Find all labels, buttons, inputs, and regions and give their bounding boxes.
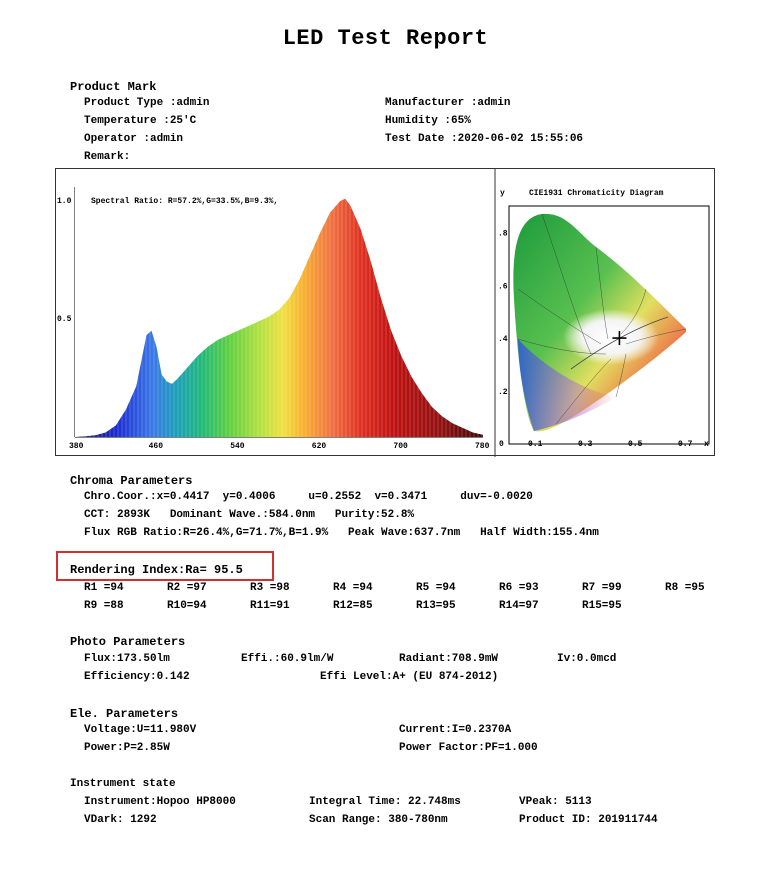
- instrument-vdark: VDark: 1292: [84, 814, 157, 826]
- plots-panel: [55, 168, 715, 456]
- spectrum-x-tick: 700: [393, 442, 408, 451]
- instrument-product-id: Product ID: 201911744: [519, 814, 658, 826]
- spectral-ratio-annotation: Spectral Ratio: R=57.2%,G=33.5%,B=9.3%,: [91, 197, 279, 206]
- report-title: LED Test Report: [282, 26, 489, 51]
- chroma-flux-line: Flux RGB Ratio:R=26.4%,G=71.7%,B=1.9% Peak Wave:637.7nm Half Width:155.4nm: [84, 527, 599, 539]
- ele-current: Current:I=0.2370A: [399, 724, 512, 736]
- cie-y-tick: .8: [498, 229, 508, 239]
- rendering-index-value: R5 =94: [416, 582, 456, 594]
- spectrum-x-tick: 540: [230, 442, 245, 451]
- instrument-integral-time: Integral Time: 22.748ms: [309, 796, 461, 808]
- rendering-index-value: R12=85: [333, 600, 373, 612]
- ele-power-factor: Power Factor:PF=1.000: [399, 742, 538, 754]
- cie-x-tick: 0.7: [678, 440, 693, 449]
- ele-voltage: Voltage:U=11.980V: [84, 724, 197, 736]
- cie-x-tick: 0: [499, 440, 504, 449]
- instrument-scan-range: Scan Range: 380-780nm: [309, 814, 448, 826]
- test-date: Test Date :2020-06-02 15:55:06: [385, 133, 584, 145]
- product-mark-heading: Product Mark: [70, 80, 157, 94]
- photo-radiant: Radiant:708.9mW: [399, 653, 499, 665]
- spectrum-x-tick: 380: [69, 442, 84, 451]
- humidity: Humidity :65%: [385, 115, 471, 127]
- photo-flux: Flux:173.50lm: [84, 653, 170, 665]
- rendering-index-heading: Rendering Index:Ra= 95.5: [70, 563, 243, 577]
- rendering-index-value: R11=91: [250, 600, 290, 612]
- rendering-index-value: R2 =97: [167, 582, 207, 594]
- rendering-index-value: R15=95: [582, 600, 622, 612]
- spectrum-y-tick: 0.5: [57, 315, 72, 324]
- chroma-coordinates: Chro.Coor.:x=0.4417 y=0.4006 u=0.2552 v=0.3471 duv=-0.0020: [84, 491, 533, 503]
- cie-y-label: y: [500, 189, 505, 198]
- cie-y-tick: .2: [498, 388, 508, 398]
- spectrum-y-tick: 1.0: [57, 197, 72, 206]
- spectrum-x-tick: 780: [475, 442, 490, 451]
- cie-x-tick: 0.1: [528, 440, 543, 449]
- rendering-index-value: R6 =93: [499, 582, 539, 594]
- remark: Remark:: [84, 151, 131, 163]
- cie-title: CIE1931 Chromaticity Diagram: [529, 189, 664, 198]
- photo-efficiency: Efficiency:0.142: [84, 671, 190, 683]
- cie-x-tick: 0.3: [578, 440, 593, 449]
- cie-x-label: x: [704, 440, 709, 449]
- ele-power: Power:P=2.85W: [84, 742, 170, 754]
- spectrum-x-tick: 460: [148, 442, 164, 451]
- rendering-index-value: R3 =98: [250, 582, 290, 594]
- cie-diagram: [513, 214, 686, 432]
- instrument-name: Instrument:Hopoo HP8000: [84, 796, 236, 808]
- instrument-vpeak: VPeak: 5113: [519, 796, 592, 808]
- product-type: Product Type :admin: [84, 97, 210, 109]
- spectrum-x-tick: 620: [311, 442, 327, 451]
- photo-effi: Effi.:60.9lm/W: [241, 653, 334, 665]
- chroma-cct-line: CCT: 2893K Dominant Wave.:584.0nm Purity:52.8%: [84, 509, 415, 521]
- rendering-index-value: R1 =94: [84, 582, 124, 594]
- plots-svg: [56, 169, 716, 457]
- photo-heading: Photo Parameters: [70, 635, 186, 649]
- cie-y-tick: .4: [498, 335, 508, 345]
- rendering-index-value: R9 =88: [84, 600, 124, 612]
- rendering-index-value: R8 =95: [665, 582, 705, 594]
- rendering-index-value: R13=95: [416, 600, 456, 612]
- temperature: Temperature :25'C: [84, 115, 197, 127]
- ele-heading: Ele. Parameters: [70, 707, 179, 721]
- rendering-index-value: R4 =94: [333, 582, 373, 594]
- manufacturer: Manufacturer :admin: [385, 97, 511, 109]
- cie-x-tick: 0.5: [628, 440, 643, 449]
- operator: Operator :admin: [84, 133, 184, 145]
- chroma-heading: Chroma Parameters: [70, 474, 193, 488]
- cie-white-region: [563, 309, 659, 365]
- rendering-index-value: R14=97: [499, 600, 539, 612]
- cie-y-tick: .6: [498, 282, 508, 292]
- instrument-heading: Instrument state: [70, 778, 176, 790]
- photo-effi-level: Effi Level:A+ (EU 874-2012): [320, 671, 499, 683]
- rendering-index-value: R10=94: [167, 600, 207, 612]
- photo-iv: Iv:0.0mcd: [557, 653, 617, 665]
- rendering-index-value: R7 =99: [582, 582, 622, 594]
